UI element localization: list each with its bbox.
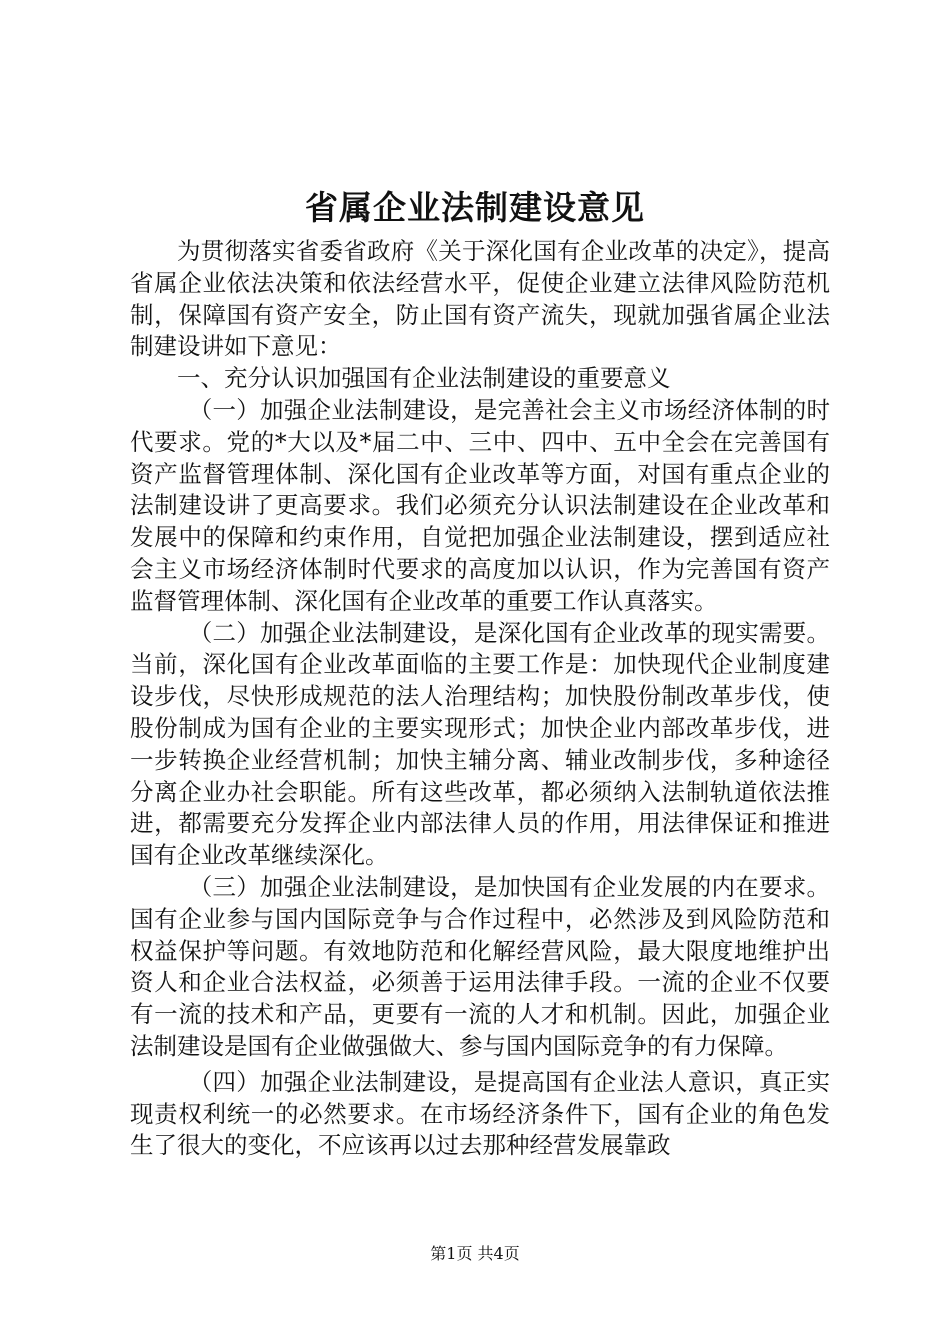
point-4-paragraph: （四）加强企业法制建设，是提高国有企业法人意识，真正实现责权利统一的必然要求。在市场经济条件下，国有企业的角色发生了很大的变化，不应该再以过去那种经营发展靠政 [130, 1067, 830, 1160]
section-heading-1: 一、充分认识加强国有企业法制建设的重要意义 [177, 364, 671, 393]
intro-paragraph: 为贯彻落实省委省政府《关于深化国有企业改革的决定》，提高省属企业依法决策和依法经营水平，促使企业建立法律风险防范机制，保障国有资产安全，防止国有资产流失，现就加强省属企业法制建设讲如下意见： [130, 237, 830, 361]
document-title: 省属企业法制建设意见 [305, 188, 645, 227]
page-number-footer: 第1页 共4页 [430, 1244, 520, 1263]
document-body [130, 236, 830, 1162]
point-1-paragraph: （一）加强企业法制建设，是完善社会主义市场经济体制的时代要求。党的*大以及*届二中、三中、四中、五中全会在完善国有资产监督管理体制、深化国有企业改革等方面，对国有重点企业的法制建设讲了更高要求。我们必须充分认识法制建设在企业改革和发展中的保障和约束作用，自觉把加强企业法制建设，摆到适应社会主义市场经济体制时代要求的高度加以认识，作为完善国有资产监督管理体制、深化国有企业改革的重要工作认真落实。 [130, 395, 830, 615]
point-2-paragraph: （二）加强企业法制建设，是深化国有企业改革的现实需要。当前，深化国有企业改革面临的主要工作是：加快现代企业制度建设步伐，尽快形成规范的法人治理结构；加快股份制改革步伐，使股份制成为国有企业的主要实现形式；加快企业内部改革步伐，进一步转换企业经营机制；加快主辅分离、辅业改制步伐，多种途径分离企业办社会职能。所有这些改革，都必须纳入法制轨道依法推进，都需要充分发挥企业内部法律人员的作用，用法律保证和推进国有企业改革继续深化。 [130, 618, 830, 870]
point-3-paragraph: （三）加强企业法制建设，是加快国有企业发展的内在要求。国有企业参与国内国际竞争与合作过程中，必然涉及到风险防范和权益保护等问题。有效地防范和化解经营风险，最大限度地维护出资人和企业合法权益，必须善于运用法律手段。一流的企业不仅要有一流的技术和产品，更要有一流的人才和机制。因此，加强企业法制建设是国有企业做强做大、参与国内国际竞争的有力保障。 [130, 872, 830, 1060]
